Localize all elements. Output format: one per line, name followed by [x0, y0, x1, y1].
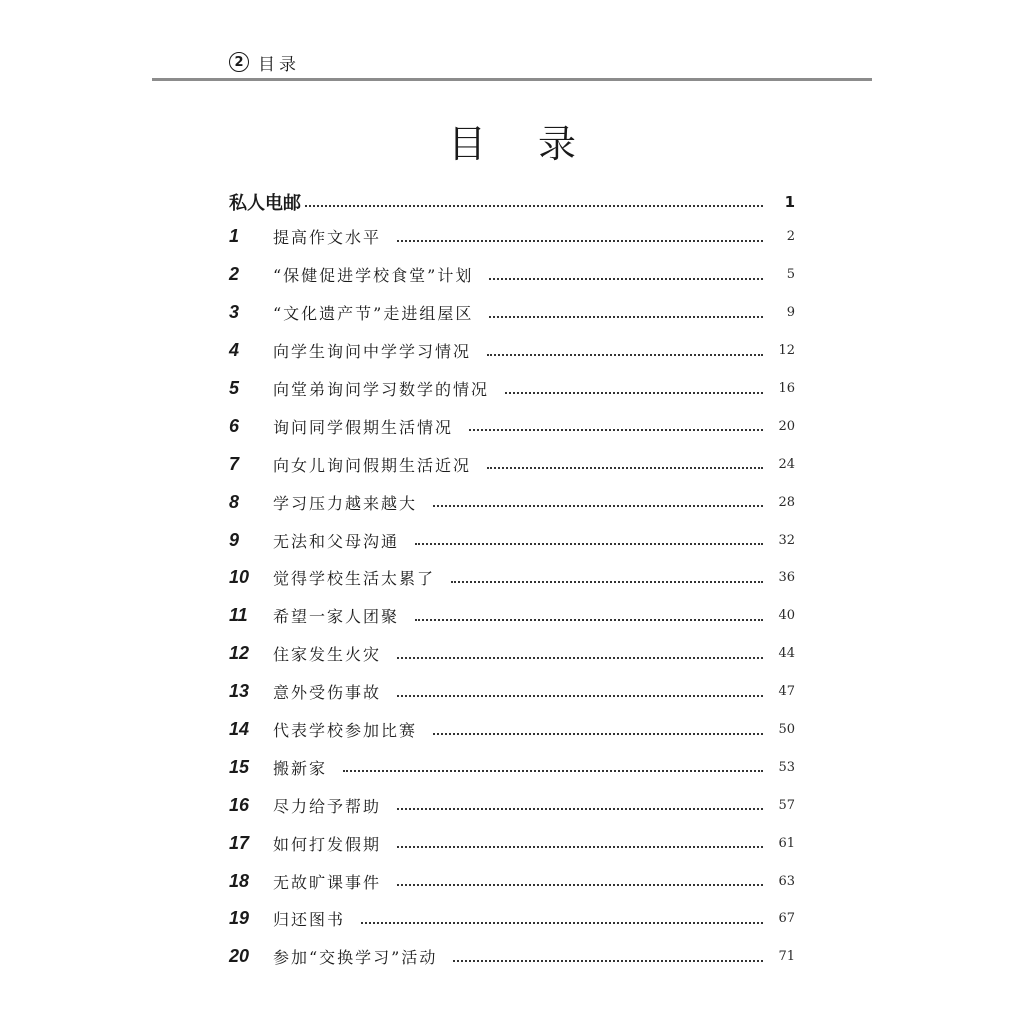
toc-entry-number: 4	[229, 340, 240, 361]
toc-entry-number: 11	[229, 605, 248, 626]
toc-entry[interactable]	[229, 597, 795, 635]
toc-entry[interactable]	[229, 256, 795, 294]
toc-entry-page: 57	[778, 797, 795, 813]
dot-leader	[397, 808, 763, 810]
toc-entry-number: 8	[229, 491, 240, 512]
toc-entry-page: 44	[778, 646, 795, 662]
toc-entry-page: 53	[778, 759, 795, 775]
dot-leader	[433, 505, 763, 507]
dot-leader	[397, 240, 763, 242]
toc-entry-number: 10	[229, 567, 250, 588]
toc-entry[interactable]	[229, 673, 795, 711]
toc-entry[interactable]	[229, 407, 795, 445]
toc-entry-title: 觉得学校生活太累了	[273, 569, 436, 589]
toc-entries	[229, 218, 795, 976]
toc-entry-title: 意外受伤事故	[273, 683, 382, 703]
toc-entry-page: 61	[778, 835, 795, 851]
toc-entry-page: 24	[778, 456, 795, 472]
toc-entry-title: 尽力给予帮助	[273, 796, 382, 816]
page-number-badge: 2	[229, 52, 249, 72]
toc-entry[interactable]	[229, 521, 795, 559]
toc-entry[interactable]	[229, 862, 795, 900]
toc-entry-number: 19	[229, 908, 250, 929]
toc-entry[interactable]	[229, 559, 795, 597]
dot-leader	[451, 581, 763, 583]
toc-entry-page: 36	[778, 570, 795, 586]
toc-section-heading[interactable]	[229, 186, 795, 218]
toc-entry-title: 参加“交换学习”活动	[273, 948, 438, 968]
toc-entry-page: 5	[786, 267, 795, 283]
toc-entry-page: 32	[778, 532, 795, 548]
toc-entry[interactable]	[229, 900, 795, 938]
toc-entry-page: 40	[778, 608, 795, 624]
toc-entry[interactable]	[229, 218, 795, 256]
toc-entry-number: 1	[229, 226, 240, 247]
toc-entry-title: 如何打发假期	[273, 834, 382, 854]
toc-entry-number: 3	[229, 302, 240, 323]
toc-entry-number: 13	[229, 681, 250, 702]
dot-leader	[453, 960, 763, 962]
toc-entry-page: 47	[778, 684, 795, 700]
toc-entry-number: 17	[229, 832, 250, 853]
dot-leader	[505, 392, 763, 394]
dot-leader	[415, 619, 763, 621]
toc-entry-title: 无故旷课事件	[273, 872, 382, 892]
toc-entry-title: 提高作文水平	[273, 228, 382, 248]
toc-entry-title: “文化遗产节”走进组屋区	[273, 304, 474, 324]
toc-entry-page: 63	[778, 873, 795, 889]
dot-leader	[397, 846, 763, 848]
toc-entry-title: 归还图书	[273, 910, 346, 930]
toc-entry-page: 71	[778, 949, 795, 965]
toc-entry[interactable]	[229, 370, 795, 408]
dot-leader	[433, 733, 763, 735]
toc-entry-number: 6	[229, 415, 240, 436]
toc-entry-title: 向学生询问中学学习情况	[273, 342, 472, 362]
dot-leader	[487, 354, 763, 356]
toc-entry-page: 12	[778, 343, 795, 359]
toc-entry-number: 7	[229, 453, 240, 474]
toc-entry-number: 5	[229, 378, 240, 398]
toc-entry-page: 50	[778, 722, 795, 738]
running-head	[229, 48, 300, 76]
dot-leader	[489, 316, 763, 318]
dot-leader	[469, 429, 763, 431]
toc-entry[interactable]	[229, 938, 795, 976]
dot-leader	[489, 278, 763, 280]
toc-entry-title: “保健促进学校食堂”计划	[273, 266, 474, 286]
toc-entry[interactable]	[229, 711, 795, 749]
toc-entry-number: 16	[229, 794, 250, 815]
dot-leader	[397, 657, 763, 659]
dot-leader	[397, 884, 763, 886]
toc-entry-page: 67	[778, 911, 795, 927]
toc-entry-number: 2	[229, 264, 240, 285]
toc-entry-number: 12	[229, 643, 250, 664]
dot-leader	[305, 205, 763, 207]
toc-entry-title: 学习压力越来越大	[273, 493, 418, 513]
toc-entry-page: 28	[778, 494, 795, 510]
toc-entry[interactable]	[229, 332, 795, 370]
toc-entry-title: 向女儿询问假期生活近况	[273, 455, 472, 475]
toc-entry-number: 9	[229, 529, 240, 550]
toc-entry-page: 9	[786, 305, 795, 321]
dot-leader	[397, 695, 763, 697]
toc-entry-number: 18	[229, 870, 250, 891]
toc-entry-title: 向堂弟询问学习数学的情况	[273, 380, 490, 399]
dot-leader	[415, 543, 763, 545]
toc-entry-page: 16	[778, 381, 795, 396]
toc-entry-title: 代表学校参加比赛	[273, 721, 418, 741]
page-title: 目 录	[447, 122, 597, 166]
toc-entry[interactable]	[229, 748, 795, 786]
toc-entry[interactable]	[229, 483, 795, 521]
toc-entry[interactable]	[229, 635, 795, 673]
running-title: 目录	[258, 54, 300, 75]
toc-entry[interactable]	[229, 824, 795, 862]
header-rule	[152, 78, 872, 81]
toc-entry-number: 20	[229, 946, 250, 967]
toc-entry-title: 搬新家	[273, 758, 328, 778]
toc-entry[interactable]	[229, 786, 795, 824]
toc-entry-number: 15	[229, 756, 250, 777]
section-heading-label: 私人电邮	[229, 193, 301, 214]
toc-entry-title: 询问同学假期生活情况	[273, 417, 454, 437]
dot-leader	[487, 467, 763, 469]
toc-entry[interactable]	[229, 294, 795, 332]
dot-leader	[361, 922, 763, 924]
toc-entry-number: 14	[229, 719, 250, 740]
toc-entry-page: 20	[778, 418, 795, 434]
toc-entry-title: 希望一家人团聚	[273, 607, 400, 627]
table-of-contents	[229, 186, 795, 976]
toc-entry[interactable]	[229, 445, 795, 483]
dot-leader	[343, 770, 763, 772]
toc-entry-page: 2	[786, 229, 795, 245]
section-heading-page: 1	[784, 193, 795, 211]
toc-entry-title: 无法和父母沟通	[273, 531, 400, 551]
toc-entry-title: 住家发生火灾	[273, 645, 382, 665]
